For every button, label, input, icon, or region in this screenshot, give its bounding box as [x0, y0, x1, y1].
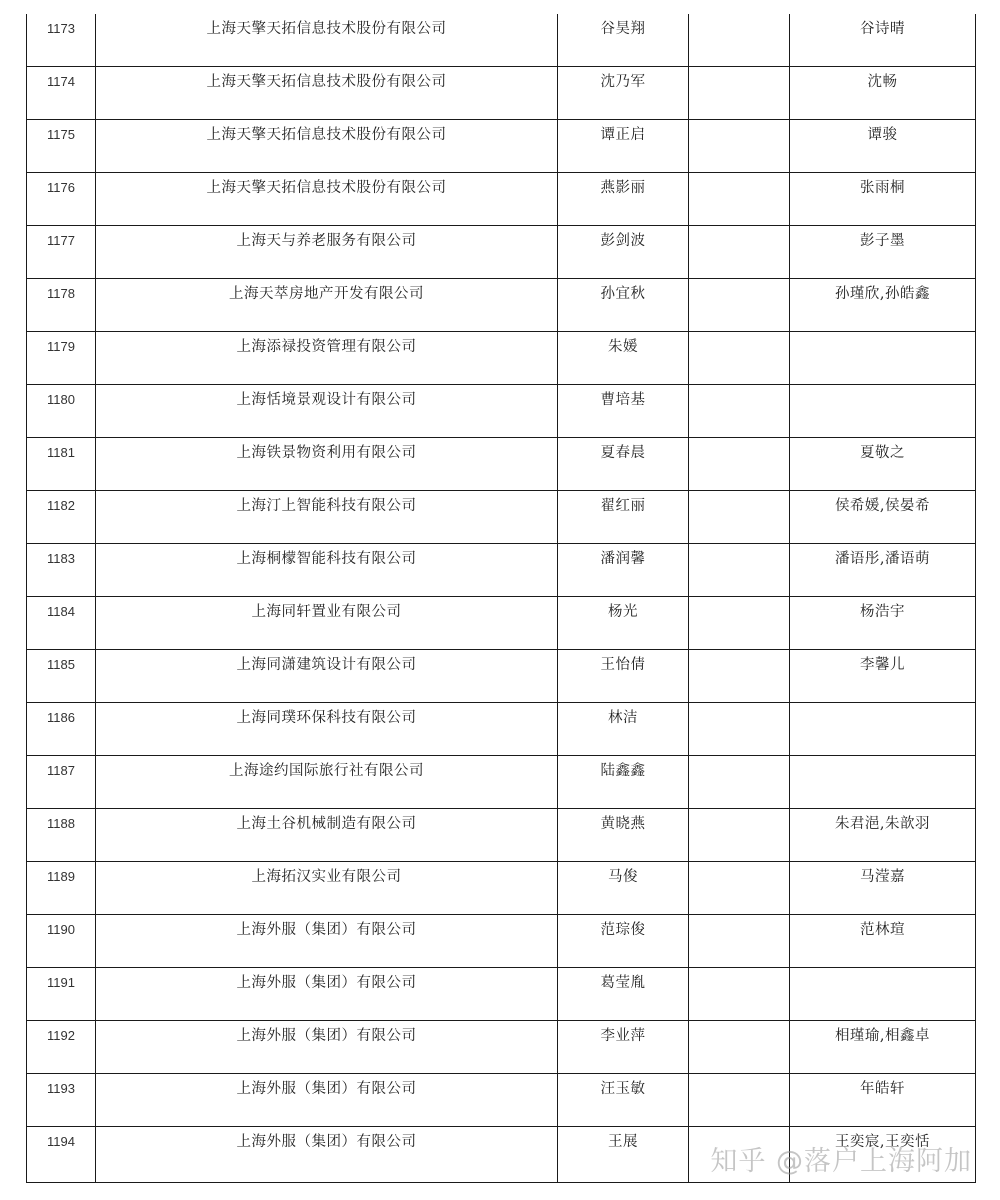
applicant-name: 马俊: [558, 862, 689, 914]
extra-cell: [689, 14, 790, 66]
row-number: 1184: [27, 597, 96, 649]
table-row: [27, 1127, 975, 1182]
extra-cell: [689, 1127, 790, 1182]
company-name: 上海外服（集团）有限公司: [96, 1127, 558, 1182]
applicant-name: 李业萍: [558, 1021, 689, 1073]
row-number: 1188: [27, 809, 96, 861]
children-names: 王奕宸,王奕恬: [834, 1134, 931, 1150]
extra-cell: [689, 915, 790, 967]
children-names: [790, 756, 975, 808]
applicant-name: 葛莹胤: [558, 968, 689, 1020]
company-name: 上海外服（集团）有限公司: [96, 968, 558, 1020]
row-number: 1180: [27, 385, 96, 437]
children-names: 谷诗晴: [860, 21, 905, 37]
extra-cell: [689, 226, 790, 278]
row-number: 1190: [27, 915, 96, 967]
children-names: 范林瑄: [860, 922, 905, 938]
extra-cell: [689, 385, 790, 437]
company-name: 上海途约国际旅行社有限公司: [96, 756, 558, 808]
extra-cell: [689, 703, 790, 755]
children-names: 杨浩宇: [860, 604, 905, 620]
table-row: [27, 862, 975, 915]
table-row: [27, 597, 975, 650]
company-name: 上海添禄投资管理有限公司: [96, 332, 558, 384]
applicant-name: 潘润馨: [558, 544, 689, 596]
company-name: 上海天擎天拓信息技术股份有限公司: [96, 120, 558, 172]
children-names: [790, 385, 975, 437]
company-name: 上海外服（集团）有限公司: [96, 915, 558, 967]
applicant-name: 范琮俊: [558, 915, 689, 967]
company-name: 上海天与养老服务有限公司: [96, 226, 558, 278]
row-number: 1194: [27, 1127, 96, 1182]
children-names: 彭子墨: [860, 233, 905, 249]
extra-cell: [689, 544, 790, 596]
table-row: [27, 173, 975, 226]
company-name: 上海外服（集团）有限公司: [96, 1074, 558, 1126]
company-name: 上海土谷机械制造有限公司: [96, 809, 558, 861]
row-number: 1182: [27, 491, 96, 543]
extra-cell: [689, 809, 790, 861]
children-names: 谭骏: [867, 127, 898, 143]
row-number: 1173: [27, 14, 96, 66]
children-names: 夏敬之: [860, 445, 905, 461]
row-number: 1174: [27, 67, 96, 119]
children-names: 相瑾瑜,相鑫卓: [834, 1028, 931, 1044]
children-names: [790, 703, 975, 755]
applicant-name: 沈乃军: [558, 67, 689, 119]
row-number: 1191: [27, 968, 96, 1020]
company-name: 上海天萃房地产开发有限公司: [96, 279, 558, 331]
row-number: 1178: [27, 279, 96, 331]
extra-cell: [689, 597, 790, 649]
applicant-name: 孙宜秋: [558, 279, 689, 331]
applicant-name: 曹培基: [558, 385, 689, 437]
company-name: 上海铁景物资利用有限公司: [96, 438, 558, 490]
applicant-name: 王怡倩: [558, 650, 689, 702]
company-name: 上海桐檬智能科技有限公司: [96, 544, 558, 596]
table-row: [27, 703, 975, 756]
children-names: 张雨桐: [860, 180, 905, 196]
extra-cell: [689, 120, 790, 172]
table-row: [27, 756, 975, 809]
children-names: 沈畅: [867, 74, 898, 90]
table-row: [27, 491, 975, 544]
table-row: [27, 226, 975, 279]
row-number: 1185: [27, 650, 96, 702]
applicant-name: 谷昊翔: [558, 14, 689, 66]
table-row: [27, 438, 975, 491]
applicant-name: 燕影丽: [558, 173, 689, 225]
company-name: 上海拓汉实业有限公司: [96, 862, 558, 914]
row-number: 1186: [27, 703, 96, 755]
applicant-name: 汪玉敏: [558, 1074, 689, 1126]
table-row: [27, 1021, 975, 1074]
extra-cell: [689, 173, 790, 225]
children-names: 年皓轩: [860, 1081, 905, 1097]
table-row: [27, 809, 975, 862]
applicant-name: 黄晓燕: [558, 809, 689, 861]
table-row: [27, 120, 975, 173]
applicant-name: 林洁: [558, 703, 689, 755]
applicant-name: 陆鑫鑫: [558, 756, 689, 808]
row-number: 1179: [27, 332, 96, 384]
row-number: 1181: [27, 438, 96, 490]
company-name: 上海同潇建筑设计有限公司: [96, 650, 558, 702]
row-number: 1193: [27, 1074, 96, 1126]
row-number: 1176: [27, 173, 96, 225]
extra-cell: [689, 862, 790, 914]
extra-cell: [689, 491, 790, 543]
extra-cell: [689, 650, 790, 702]
table-row: [27, 67, 975, 120]
company-name: 上海同轩置业有限公司: [96, 597, 558, 649]
applicant-name: 朱媛: [558, 332, 689, 384]
company-name: 上海同璞环保科技有限公司: [96, 703, 558, 755]
children-names: 朱君浥,朱歆羽: [834, 816, 931, 832]
children-names: 潘语彤,潘语萌: [834, 551, 931, 567]
applicant-name: 谭正启: [558, 120, 689, 172]
row-number: 1187: [27, 756, 96, 808]
table-row: [27, 279, 975, 332]
extra-cell: [689, 1074, 790, 1126]
children-names: 马滢嘉: [860, 869, 905, 885]
extra-cell: [689, 438, 790, 490]
applicant-name: 彭剑波: [558, 226, 689, 278]
company-name: 上海汀上智能科技有限公司: [96, 491, 558, 543]
company-name: 上海恬境景观设计有限公司: [96, 385, 558, 437]
company-name: 上海外服（集团）有限公司: [96, 1021, 558, 1073]
children-names: 李馨儿: [860, 657, 905, 673]
children-names: 孙瑾欣,孙皓鑫: [834, 286, 931, 302]
children-names: 侯希媛,侯晏希: [834, 498, 931, 514]
applicant-name: 杨光: [558, 597, 689, 649]
company-name: 上海天擎天拓信息技术股份有限公司: [96, 14, 558, 66]
row-number: 1183: [27, 544, 96, 596]
children-names: [790, 968, 975, 1020]
applicant-name: 夏春晨: [558, 438, 689, 490]
roster-table: [26, 14, 976, 1183]
table-row: [27, 650, 975, 703]
table-row: [27, 14, 975, 67]
extra-cell: [689, 968, 790, 1020]
row-number: 1192: [27, 1021, 96, 1073]
table-row: [27, 332, 975, 385]
applicant-name: 翟红丽: [558, 491, 689, 543]
zhihu-watermark: 知乎 @落户上海阿加: [710, 1146, 972, 1177]
row-number: 1189: [27, 862, 96, 914]
extra-cell: [689, 67, 790, 119]
applicant-name: 王展: [558, 1127, 689, 1182]
children-names: [790, 332, 975, 384]
company-name: 上海天擎天拓信息技术股份有限公司: [96, 173, 558, 225]
extra-cell: [689, 332, 790, 384]
table-row: [27, 1074, 975, 1127]
table-row: [27, 968, 975, 1021]
row-number: 1175: [27, 120, 96, 172]
extra-cell: [689, 279, 790, 331]
table-row: [27, 915, 975, 968]
table-row: [27, 385, 975, 438]
extra-cell: [689, 1021, 790, 1073]
company-name: 上海天擎天拓信息技术股份有限公司: [96, 67, 558, 119]
extra-cell: [689, 756, 790, 808]
table-row: [27, 544, 975, 597]
row-number: 1177: [27, 226, 96, 278]
